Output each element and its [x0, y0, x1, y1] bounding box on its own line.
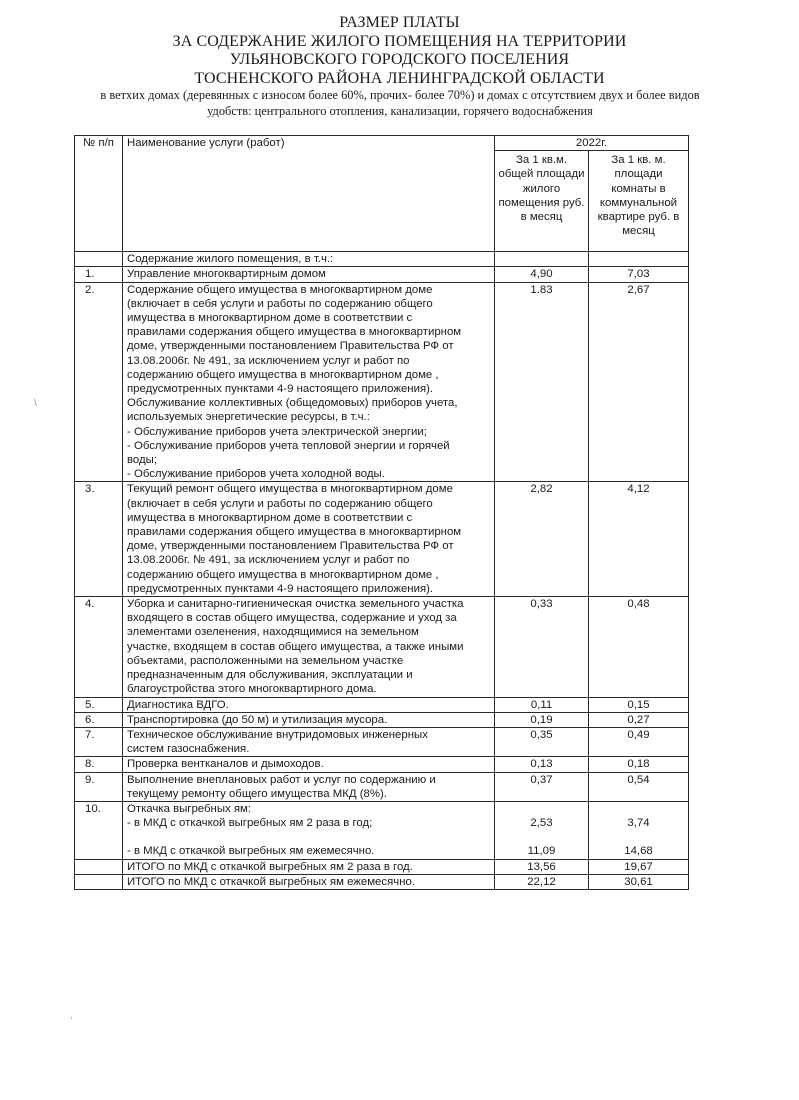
table-row [75, 597, 689, 697]
row-value-per-room: 0,15 [589, 697, 689, 712]
service-name-line: воды; [127, 454, 158, 467]
row-value-per-room: 0,49 [589, 727, 689, 756]
row-service-name [123, 772, 495, 801]
row10-a-v1: 2,53 [530, 816, 553, 829]
row-value-per-room: 0,18 [589, 757, 689, 772]
row10-line-a: - в МКД с откачкой выгребных ям 2 раза в год; [127, 817, 373, 830]
row-value-per-sqm: 2,82 [495, 482, 589, 597]
service-name-line: 13.08.2006г. № 491, за исключением услуг и работ по [127, 554, 410, 567]
service-name-line: систем газоснабжения. [127, 743, 250, 756]
row-number: 8. [75, 757, 123, 772]
row-value-per-sqm: 1.83 [495, 282, 589, 482]
service-name-line: содержанию общего имущества в многоквартирном доме , [127, 568, 439, 581]
total-label: ИТОГО по МКД с откачкой выгребных ям ежемесячно. [123, 874, 495, 889]
service-name-line: - Обслуживание приборов учета тепловой энергии и горячей [127, 439, 450, 452]
row-service-name [123, 712, 495, 727]
row-value-per-sqm: 0,35 [495, 727, 589, 756]
row-number: 5. [75, 697, 123, 712]
row-value-per-room: 0,54 [589, 772, 689, 801]
row-service-name [123, 801, 495, 859]
service-name-line: (включает в себя услуги и работы по содержанию общего [127, 497, 433, 510]
total-label: ИТОГО по МКД с откачкой выгребных ям 2 раза в год. [123, 859, 495, 874]
service-name-line: входящего в состав общего имущества, содержание и уход за [127, 612, 457, 625]
header-per-sqm-room: За 1 кв. м. площади комнаты в коммунальной квартире руб. в месяц [589, 151, 689, 252]
row10-line-b: - в МКД с откачкой выгребных ям ежемесячно. [127, 845, 375, 858]
service-name-line: Выполнение внеплановых работ и услуг по содержанию и [127, 773, 436, 786]
row-number: 1. [75, 267, 123, 282]
service-name-line: текущему ремонту общего имущества МКД (8%). [127, 787, 387, 800]
table-row [75, 282, 689, 482]
title-line: ЗА СОДЕРЖАНИЕ ЖИЛОГО ПОМЕЩЕНИЯ НА ТЕРРИТОРИИ [172, 32, 627, 50]
title-line: ТОСНЕНСКОГО РАЙОНА ЛЕНИНГРАДСКОЙ ОБЛАСТИ [194, 69, 605, 87]
service-name-line: Проверка вентканалов и дымоходов. [127, 758, 324, 771]
row-number: 3. [75, 482, 123, 597]
row-value-per-sqm: 0,33 [495, 597, 589, 697]
row-value-per-room: 4,12 [589, 482, 689, 597]
service-name-line: - Обслуживание приборов учета холодной воды. [127, 468, 385, 481]
header-per-sqm-total: За 1 кв.м. общей площади жилого помещения руб. в месяц [495, 151, 589, 252]
row-service-name [123, 482, 495, 597]
service-name-line: предусмотренных пунктами 4-9 настоящего приложения). [127, 582, 434, 595]
scan-speck: \ [34, 398, 37, 409]
row-value-per-sqm [495, 801, 589, 859]
fee-table [74, 135, 689, 890]
row-value-per-sqm: 0,11 [495, 697, 589, 712]
row-value-per-room [589, 801, 689, 859]
service-name-line: предусмотренных пунктами 4-9 настоящего приложения). [127, 383, 434, 396]
row-value-per-sqm: 0,19 [495, 712, 589, 727]
row-number: 9. [75, 772, 123, 801]
title-line: УЛЬЯНОВСКОГО ГОРОДСКОГО ПОСЕЛЕНИЯ [229, 51, 570, 68]
table-row [75, 772, 689, 801]
row-service-name [123, 757, 495, 772]
total-value-per-room: 30,61 [589, 874, 689, 889]
service-name-line: Уборка и санитарно-гигиеническая очистка земельного участка [127, 598, 464, 611]
header-year: 2022г. [495, 136, 689, 151]
service-name-line: 13.08.2006г. № 491, за исключением услуг и работ по [127, 354, 410, 367]
row10-a-v2: 3,74 [627, 816, 650, 829]
service-name-line: используемых энергетические ресурсы, в т.ч.: [127, 411, 370, 424]
service-name-line: предназначенным для обслуживания, эксплуатации и [127, 669, 413, 682]
service-name-line: Диагностика ВДГО. [127, 698, 229, 711]
service-name-line: правилами содержания общего имущества в многоквартирном [127, 326, 462, 339]
row-value-per-room: 2,67 [589, 282, 689, 482]
service-name-line: благоустройства этого многоквартирного дома. [127, 683, 377, 696]
row-value-per-sqm: 0,37 [495, 772, 589, 801]
row-service-name [123, 697, 495, 712]
table-row-10 [75, 801, 689, 859]
row-service-name [123, 597, 495, 697]
row-service-name [123, 727, 495, 756]
service-name-line: Текущий ремонт общего имущества в многоквартирном доме [127, 483, 453, 496]
table-header-row [75, 136, 689, 151]
service-name-line: правилами содержания общего имущества в многоквартирном [127, 526, 462, 539]
row-value-per-room: 0,48 [589, 597, 689, 697]
subtitle-line: в ветхих домах (деревянных с износом более 60%, прочих- более 70%) и домах с отсутствием двух и более видов [100, 88, 700, 102]
document-subtitle [20, 88, 780, 119]
service-name-line: участке, входящем в состав общего имущества, а также иными [127, 640, 464, 653]
row-value-per-room: 7,03 [589, 267, 689, 282]
service-name-line: доме, утвержденными постановлением Правительства РФ от [127, 540, 454, 553]
row-number: 6. [75, 712, 123, 727]
service-name-line: имущества в многоквартирном доме в соответствии с [127, 511, 413, 524]
service-name-line: - Обслуживание приборов учета электрической энергии; [127, 425, 427, 438]
row-number: 10. [75, 801, 123, 859]
service-name-line: элементами озеленения, находящимися на земельном [127, 626, 419, 639]
row10-b-v2: 14,68 [624, 845, 653, 858]
section-row [75, 252, 689, 267]
table-row [75, 697, 689, 712]
table-row [75, 712, 689, 727]
total-row [75, 859, 689, 874]
service-name-line: Управление многоквартирным домом [127, 268, 326, 281]
row-number: 7. [75, 727, 123, 756]
document-title [0, 14, 799, 88]
row-value-per-sqm: 4,90 [495, 267, 589, 282]
row-number: 4. [75, 597, 123, 697]
header-name: Наименование услуги (работ) [123, 136, 495, 252]
row-value-per-sqm: 0,13 [495, 757, 589, 772]
service-rows [75, 267, 689, 802]
service-name-line: Обслуживание коллективных (общедомовых) приборов учета, [127, 397, 458, 410]
total-value-per-sqm: 22,12 [495, 874, 589, 889]
subtitle-line: удобств: центрального отопления, канализации, горячего водоснабжения [207, 103, 593, 118]
total-value-per-sqm: 13,56 [495, 859, 589, 874]
total-row [75, 874, 689, 889]
service-name-line: имущества в многоквартирном доме в соответствии с [127, 312, 413, 325]
table-row [75, 757, 689, 772]
service-name-line: Техническое обслуживание внутридомовых инженерных [127, 728, 428, 741]
table-row [75, 267, 689, 282]
scan-speck: , [70, 1010, 73, 1021]
row-service-name [123, 267, 495, 282]
service-name-line: содержанию общего имущества в многоквартирном доме , [127, 368, 439, 381]
service-name-line: Транспортировка (до 50 м) и утилизация мусора. [127, 713, 388, 726]
row-value-per-room: 0,27 [589, 712, 689, 727]
total-value-per-room: 19,67 [589, 859, 689, 874]
row-service-name [123, 282, 495, 482]
row10-b-v1: 11,09 [527, 845, 556, 858]
table-row [75, 482, 689, 597]
row-number: 2. [75, 282, 123, 482]
service-name-line: доме, утвержденными постановлением Правительства РФ от [127, 340, 454, 353]
service-name-line: Содержание общего имущества в многоквартирном доме [127, 283, 433, 296]
service-name-line: (включает в себя услуги и работы по содержанию общего [127, 297, 433, 310]
row10-title: Откачка выгребных ям: [127, 802, 252, 815]
title-line: РАЗМЕР ПЛАТЫ [339, 14, 460, 31]
table-row [75, 727, 689, 756]
section-title: Содержание жилого помещения, в т.ч.: [123, 252, 495, 267]
header-num: № п/п [75, 136, 123, 252]
service-name-line: объектами, расположенными на земельном участке [127, 654, 404, 667]
